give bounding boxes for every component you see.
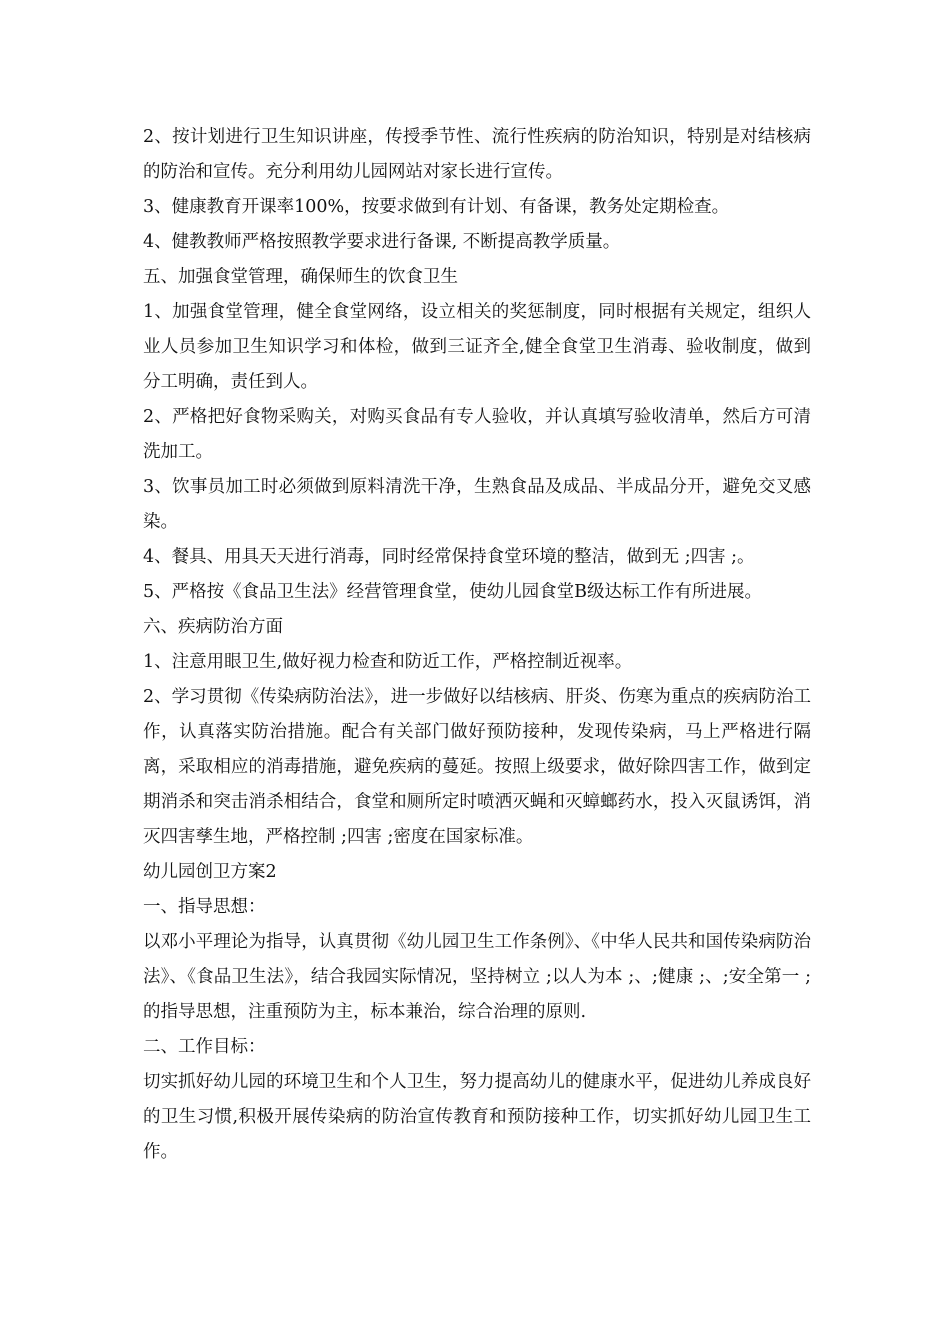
paragraph-canteen-management: 1、加强食堂管理，健全食堂网络，设立相关的奖惩制度，同时根据有关规定，组织人业人员参加卫生知识学习和体检，做到三证齐全,健全食堂卫生消毒、验收制度，做到分工明确，责任到人。: [143, 302, 811, 392]
paragraph-infectious-disease-law: 2、学习贯彻《传染病防治法》，进一步做好以结核病、肝炎、伤寒为重点的疾病防治工作，认真落实防治措施。配合有关部门做好预防接种，发现传染病，马上严格进行隔离，采取相应的消毒措施，避免疾病的蔓延。按照上级要求，做好除四害工作，做到定期消杀和突击消杀相结合，食堂和厕所定时喷洒灭蝇和灭蟑螂药水，投入灭鼠诱饵，消灭四害孳生地，严格控制 ;四害 ;密度在国家标准。: [143, 687, 811, 847]
document-body: [143, 120, 811, 1170]
section-heading-disease-prevention: 六、疾病防治方面: [143, 617, 283, 637]
paragraph-tableware-disinfection: 4、餐具、用具天天进行消毒，同时经常保持食堂环境的整洁，做到无 ;四害 ;。: [143, 547, 755, 567]
paragraph-food-purchase: 2、严格把好食物采购关，对购买食品有专人验收，并认真填写验收清单，然后方可清洗加工。: [143, 407, 811, 462]
plan-title-2: 幼儿园创卫方案2: [143, 862, 277, 882]
paragraph-eye-hygiene: 1、注意用眼卫生,做好视力检查和防近工作，严格控制近视率。: [143, 652, 633, 672]
paragraph-course-rate: 3、健康教育开课率100%，按要求做到有计划、有备课，教务处定期检查。: [143, 197, 730, 217]
paragraph-work-goals: 切实抓好幼儿园的环境卫生和个人卫生，努力提高幼儿的健康水平，促进幼儿养成良好的卫生习惯,积极开展传染病的防治宣传教育和预防接种工作，切实抓好幼儿园卫生工作。: [143, 1072, 811, 1162]
section-heading-guiding-ideology: 一、指导思想：: [143, 897, 266, 917]
paragraph-teacher-prep: 4、健教教师严格按照教学要求进行备课, 不断提高教学质量。: [143, 232, 621, 252]
paragraph-food-hygiene-law: 5、严格按《食品卫生法》经营管理食堂，使幼儿园食堂B级达标工作有所进展。: [143, 582, 762, 602]
paragraph-guiding-ideology: 以邓小平理论为指导，认真贯彻《幼儿园卫生工作条例》、《中华人民共和国传染病防治法》、《食品卫生法》，结合我园实际情况，坚持树立 ;以人为本 ;、;健康 ;、;安全第一 ;的指导思想，注重预防为主，标本兼治，综合治理的原则.: [143, 932, 811, 1022]
section-heading-canteen: 五、加强食堂管理，确保师生的饮食卫生: [143, 267, 458, 287]
paragraph-food-processing: 3、饮事员加工时必须做到原料清洗干净，生熟食品及成品、半成品分开，避免交叉感染。: [143, 477, 811, 532]
section-heading-work-goals: 二、工作目标：: [143, 1037, 266, 1057]
paragraph-lecture-plan: 2、按计划进行卫生知识讲座，传授季节性、流行性疾病的防治知识，特别是对结核病的防治和宣传。充分利用幼儿园网站对家长进行宣传。: [143, 127, 811, 182]
